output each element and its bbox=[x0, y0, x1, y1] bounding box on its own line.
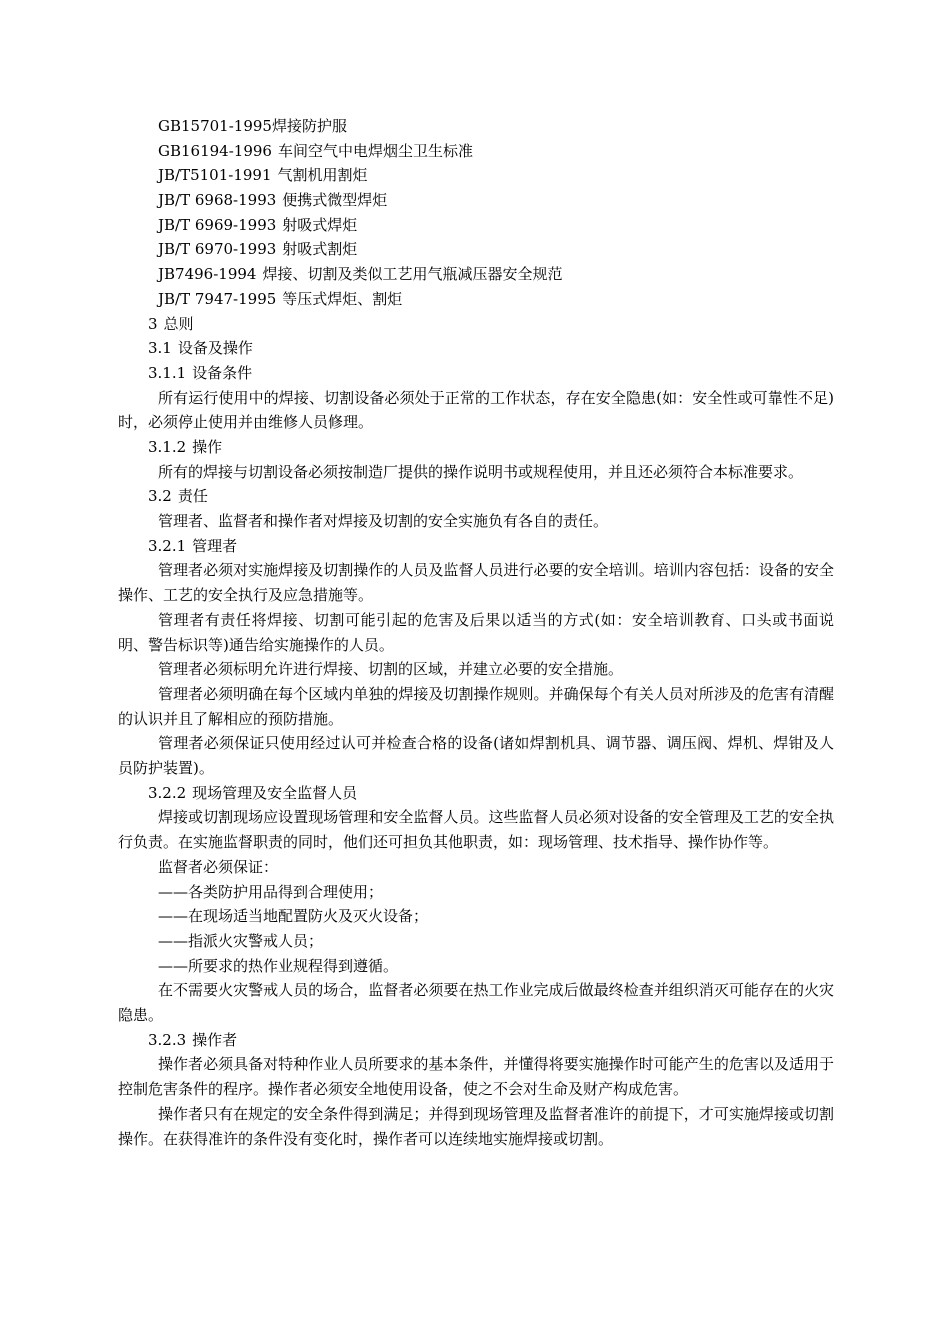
reference-title: 焊接防护服 bbox=[271, 117, 347, 135]
reference-code: GB15701-1995 bbox=[158, 117, 272, 135]
reference-title: 等压式焊炬、割炬 bbox=[282, 289, 403, 308]
paragraph: 管理者必须明确在每个区域内单独的焊接及切割操作规则。并确保每个有关人员对所涉及的危害有清醒的认识并且了解相应的预防措施。 bbox=[118, 684, 834, 728]
reference-item bbox=[118, 237, 834, 262]
section-heading-3-2-1: 3.2.1 管理者 bbox=[148, 536, 238, 555]
reference-code: JB7496-1994 bbox=[158, 265, 257, 284]
reference-item bbox=[118, 114, 834, 139]
section-heading-3-1-2: 3.1.2 操作 bbox=[148, 437, 223, 456]
section-heading-3-2-2: 3.2.2 现场管理及安全监督人员 bbox=[148, 783, 358, 802]
paragraph: 所有运行使用中的焊接、切割设备必须处于正常的工作状态，存在安全隐患(如：安全性或可靠性不足)时，必须停止使用并由维修人员修理。 bbox=[118, 388, 834, 432]
paragraph: 管理者必须标明允许进行焊接、切割的区域，并建立必要的安全措施。 bbox=[158, 660, 624, 679]
paragraph: 管理者必须保证只使用经过认可并检查合格的设备(诸如焊割机具、调节器、调压阀、焊机、焊钳及人员防护装置)。 bbox=[118, 734, 834, 778]
paragraph: 操作者只有在规定的安全条件得到满足；并得到现场管理及监督者准许的前提下，才可实施焊接或切割操作。在获得准许的条件没有变化时，操作者可以连续地实施焊接或切割。 bbox=[118, 1104, 834, 1148]
list-item: ——所要求的热作业规程得到遵循。 bbox=[158, 956, 399, 975]
reference-code: GB16194-1996 bbox=[158, 141, 272, 160]
reference-item bbox=[118, 287, 834, 312]
reference-title: 射吸式割炬 bbox=[282, 240, 358, 259]
section-heading-3-1: 3.1 设备及操作 bbox=[148, 339, 253, 358]
reference-title: 气割机用割炬 bbox=[277, 166, 368, 185]
list-item: ——各类防护用品得到合理使用； bbox=[158, 882, 384, 901]
reference-code: JB/T 7947-1995 bbox=[158, 289, 277, 308]
section-heading-3-1-1: 3.1.1 设备条件 bbox=[148, 363, 253, 382]
reference-item bbox=[118, 188, 834, 213]
reference-title: 焊接、切割及类似工艺用气瓶减压器安全规范 bbox=[262, 265, 563, 284]
paragraph: 操作者必须具备对特种作业人员所要求的基本条件，并懂得将要实施操作时可能产生的危害以及适用于控制危害条件的程序。操作者必须安全地使用设备，使之不会对生命及财产构成危害。 bbox=[118, 1055, 834, 1099]
paragraph: 焊接或切割现场应设置现场管理和安全监督人员。这些监督人员必须对设备的安全管理及工艺的安全执行负责。在实施监督职责的同时，他们还可担负其他职责，如：现场管理、技术指导、操作协作等。 bbox=[118, 808, 834, 852]
reference-code: JB/T 6970-1993 bbox=[158, 240, 277, 259]
paragraph: 监督者必须保证： bbox=[158, 857, 279, 876]
reference-item bbox=[118, 139, 834, 164]
paragraph: 在不需要火灾警戒人员的场合，监督者必须要在热工作业完成后做最终检查并组织消灭可能存在的火灾隐患。 bbox=[118, 981, 834, 1025]
reference-item bbox=[118, 163, 834, 188]
reference-title: 射吸式焊炬 bbox=[282, 215, 358, 234]
document-page bbox=[118, 114, 834, 1151]
reference-title: 车间空气中电焊烟尘卫生标准 bbox=[277, 141, 473, 160]
paragraph: 管理者、监督者和操作者对焊接及切割的安全实施负有各自的责任。 bbox=[158, 512, 609, 531]
list-item: ——指派火灾警戒人员； bbox=[158, 931, 324, 950]
section-heading-3-2: 3.2 责任 bbox=[148, 487, 208, 506]
paragraph: 所有的焊接与切割设备必须按制造厂提供的操作说明书或规程使用，并且还必须符合本标准要求。 bbox=[158, 462, 804, 481]
section-heading-3-2-3: 3.2.3 操作者 bbox=[148, 1030, 238, 1049]
paragraph: 管理者有责任将焊接、切割可能引起的危害及后果以适当的方式(如：安全培训教育、口头或书面说明、警告标识等)通告给实施操作的人员。 bbox=[118, 610, 834, 654]
reference-item bbox=[118, 213, 834, 238]
reference-code: JB/T 6969-1993 bbox=[158, 215, 277, 234]
reference-code: JB/T 6968-1993 bbox=[158, 191, 277, 210]
list-item: ——在现场适当地配置防火及灭火设备； bbox=[158, 907, 429, 926]
reference-item bbox=[118, 262, 834, 287]
reference-code: JB/T5101-1991 bbox=[158, 166, 272, 185]
paragraph: 管理者必须对实施焊接及切割操作的人员及监督人员进行必要的安全培训。培训内容包括：设备的安全操作、工艺的安全执行及应急措施等。 bbox=[118, 561, 834, 605]
reference-title: 便携式微型焊炬 bbox=[282, 191, 388, 210]
section-heading-3: 3 总则 bbox=[148, 314, 194, 333]
